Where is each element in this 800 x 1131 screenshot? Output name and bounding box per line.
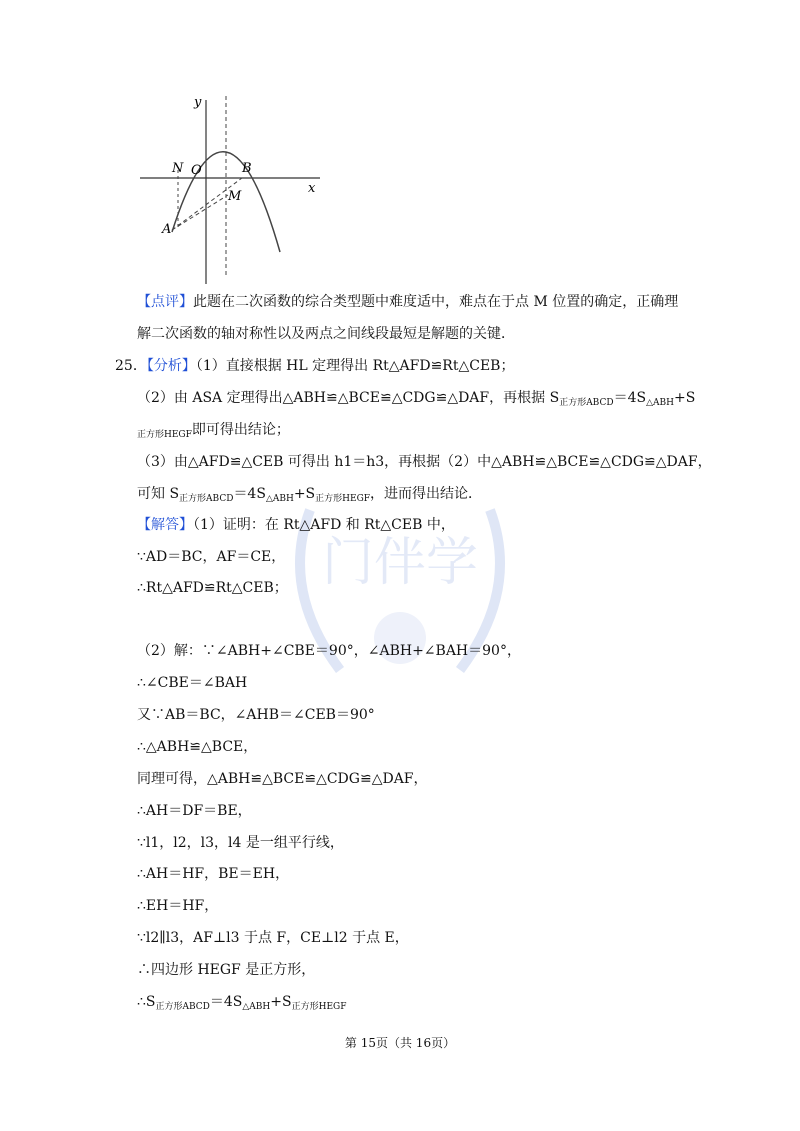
sol-line-3: ∴Rt△AFD≌Rt△CEB； <box>137 580 288 596</box>
q25-analysis-line-2: （2）由 ASA 定理得出△ABH≌△BCE≌△CDG≌△DAF，再根据 $S_{正方形ABCD}=4S_{\triangle ABH}+S$ <box>137 390 696 408</box>
parabola-graph <box>130 92 330 287</box>
sol-line-12: ∴EH＝HF， <box>137 898 219 914</box>
point-b-label: B <box>242 161 252 176</box>
comment-line-2: 解二次函数的轴对称性以及两点之间线段最短是解题的关键． <box>137 326 515 342</box>
sol-line-8: 同理可得，△ABH≌△BCE≌△CDG≌△DAF， <box>137 771 428 787</box>
sol-line-4: （2）解：∵∠ABH+∠CBE＝90°，∠ABH+∠BAH＝90°， <box>137 643 521 659</box>
q25-analysis-line-3: （3）由△AFD≌△CEB 可得出 h1＝h3，再根据（2）中△ABH≌△BCE≌△CDG≌△DAF， <box>137 454 712 470</box>
q25-analysis-line-1: 25．【分析】（1）直接根据 HL 定理得出 Rt△AFD≌Rt△CEB； <box>115 358 515 374</box>
q25-analysis-line-3b: 可知 $S_{正方形ABCD}=4S_{\triangle ABH}+S_{正方形HEGF}$，进而得出结论． <box>137 486 483 504</box>
watermark-text: 门伴学 <box>321 533 479 593</box>
sol-line-6: 又∵AB＝BC，∠AHB＝∠CEB＝90° <box>137 707 375 723</box>
x-axis-label: x <box>308 181 316 196</box>
sol-line-5: ∴∠CBE＝∠BAH <box>137 675 248 691</box>
sol-line-13: ∵l2∥l3，AF⊥l3 于点 F，CE⊥l2 于点 E， <box>137 930 409 946</box>
sol-line-14: ∴四边形 HEGF 是正方形， <box>137 962 316 978</box>
origin-label: O <box>191 163 202 178</box>
sol-line-11: ∴AH＝HF，BE＝EH， <box>137 866 290 882</box>
comment-tag: 【点评】 <box>137 294 193 310</box>
solution-tag: 【解答】 <box>137 517 193 533</box>
q25-analysis-line-2b: $_{正方形HEGF}$即可得出结论； <box>137 422 290 440</box>
page-footer: 第 15页（共 16页） <box>344 1036 456 1050</box>
sol-line-10: ∵l1，l2，l3，l4 是一组平行线， <box>137 835 344 851</box>
comment-line-1: 【点评】此题在二次函数的综合类型题中难度适中，难点在于点 M 位置的确定，正确理 <box>137 294 679 310</box>
point-a-label: A <box>162 222 172 237</box>
point-n-label: N <box>172 161 184 176</box>
sol-line-2: ∵AD＝BC，AF＝CE， <box>137 549 286 565</box>
sol-line-9: ∴AH＝DF＝BE， <box>137 803 252 819</box>
q25-solution-line-1: 【解答】（1）证明：在 Rt△AFD 和 Rt△CEB 中， <box>137 517 455 533</box>
analysis-tag: 【分析】 <box>146 358 196 374</box>
sol-line-7: ∴△ABH≌△BCE， <box>137 739 258 755</box>
point-m-label: M <box>228 189 242 204</box>
y-axis-label: y <box>194 95 202 110</box>
sol-line-15: $\therefore S_{正方形ABCD}=4S_{\triangle ABH}+S_{正方形HEGF}$ <box>137 994 347 1012</box>
